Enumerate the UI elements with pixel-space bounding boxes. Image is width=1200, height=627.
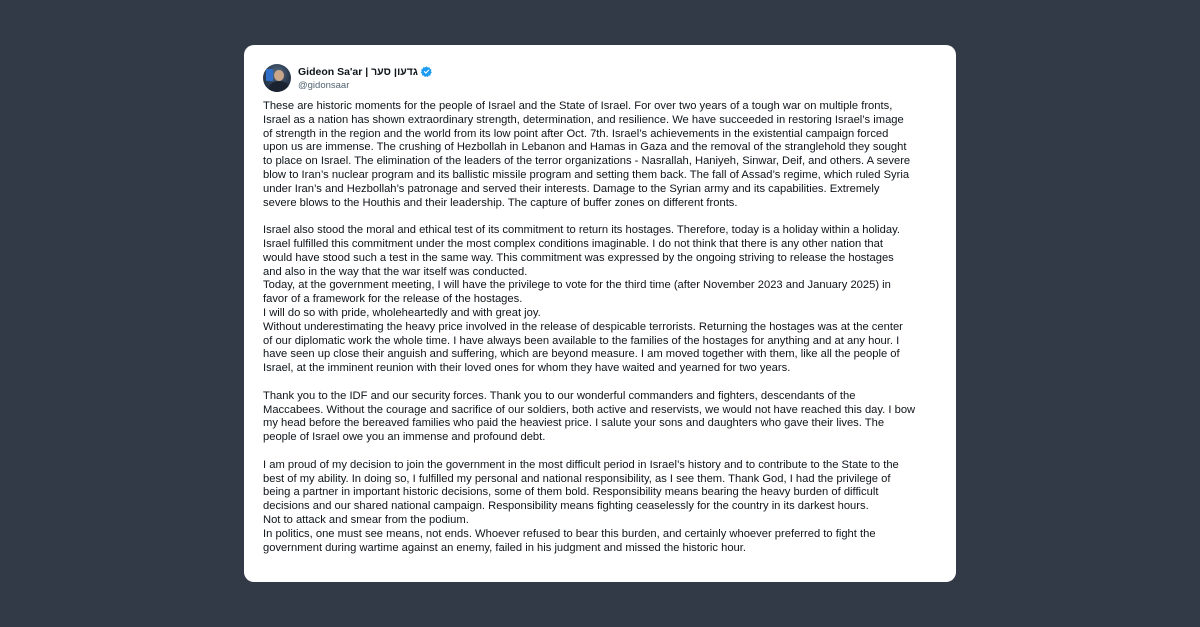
tweet-text-line: Without underestimating the heavy price involved in the release of despicable terrorists. Returning the hostages was at the center	[263, 320, 903, 333]
tweet-text	[263, 100, 943, 555]
tweet-text-line: blow to Iran’s nuclear program and its ballistic missile program and setting them back. The fall of Assad’s regime, which ruled Syria	[263, 168, 910, 181]
tweet-text-line: government during wartime against an enemy, failed in his judgment and missed the historic hour.	[263, 541, 746, 554]
tweet-text-line: favor of a framework for the release of the hostages.	[263, 293, 523, 306]
tweet-card	[244, 45, 956, 582]
tweet-text-line: Not to attack and smear from the podium.	[263, 513, 469, 526]
tweet-text-line: Israel fulfilled this commitment under the most complex conditions imaginable. I do not think that there is any other nation that	[263, 237, 883, 250]
tweet-text-line: to place on Israel. The elimination of the leaders of the terror organizations - Nasrallah, Haniyeh, Sinwar, Deif, and others. A severe	[263, 155, 911, 168]
tweet-paragraph	[263, 390, 943, 445]
author-display-name[interactable]: Gideon Sa'ar | גדעון סער	[298, 65, 418, 78]
tweet-paragraph	[263, 100, 943, 210]
tweet-text-line: Today, at the government meeting, I will have the privilege to vote for the third time (after November 2023 and January 2025) in	[263, 279, 891, 292]
avatar-suit-graphic	[269, 81, 289, 92]
tweet-text-line: Maccabees. Without the courage and sacrifice of our soldiers, both active and reservists, we would not have reached this day. I bow	[263, 403, 916, 416]
tweet-text-line: Thank you to the IDF and our security forces. Thank you to our wonderful commanders and fighters, descendants of the	[263, 389, 856, 402]
tweet-text-line: of our diplomatic work the whole time. I have always been available to the families of the hostages for anything and at any hour. I	[263, 334, 900, 347]
author-name-row	[298, 65, 432, 79]
tweet-text-line: These are historic moments for the people of Israel and the State of Israel. For over two years of a tough war on multiple fronts,	[263, 100, 893, 112]
avatar[interactable]	[263, 64, 291, 92]
tweet-text-line: have seen up close their anguish and suffering, which are beyond measure. I am moved together with them, like all the people of	[263, 348, 900, 361]
tweet-text-line: Israel as a nation has shown extraordinary strength, determination, and resilience. We have succeeded in restoring Israel’s image	[263, 113, 904, 126]
tweet-text-line: being a partner in important historic decisions, some of them bold. Responsibility means bearing the heavy burden of difficult	[263, 486, 879, 499]
tweet-text-line: under Iran’s and Hezbollah’s patronage and served their interests. Damage to the Syrian army and its capabilities. Extremely	[263, 182, 880, 195]
flag-graphic	[266, 69, 273, 81]
tweet-paragraph	[263, 459, 943, 556]
tweet-text-line: of strength in the region and the world from its low point after Oct. 7th. Israel’s achievements in the existential campaign forced	[263, 127, 889, 140]
tweet-text-line: Israel, at the imminent reunion with their loved ones for whom they have waited and yearned for two years.	[263, 362, 791, 375]
tweet-text-line: upon us are immense. The crushing of Hezbollah in Lebanon and Hamas in Gaza and the removal of the stranglehold they sought	[263, 141, 907, 154]
tweet-text-line: and also in the way that the war itself was conducted.	[263, 265, 528, 278]
tweet-header	[263, 64, 938, 92]
avatar-head-graphic	[274, 70, 284, 81]
tweet-text-line: people of Israel owe you an immense and profound debt.	[263, 431, 546, 444]
tweet-text-line: I will do so with pride, wholeheartedly and with great joy.	[263, 306, 541, 319]
tweet-text-line: would have stood such a test in the same way. This commitment was expressed by the ongoing striving to release the hostages	[263, 251, 894, 264]
tweet-text-line: my head before the bereaved families who paid the heaviest price. I salute your sons and daughters who gave their lives. The	[263, 417, 885, 430]
tweet-text-line: best of my ability. In doing so, I fulfilled my personal and national responsibility, as I see them. Thank God, I had the privilege of	[263, 472, 891, 485]
tweet-text-line: decisions and our shared national campaign. Responsibility means fighting ceaselessly for the country in its darkest hours.	[263, 500, 869, 513]
tweet-text-line: Israel also stood the moral and ethical test of its commitment to return its hostages. Therefore, today is a holiday within a holiday.	[263, 224, 900, 237]
tweet-text-line: severe blows to the Houthis and their leadership. The capture of buffer zones on different fronts.	[263, 196, 738, 209]
author-handle[interactable]: @gidonsaar	[298, 79, 350, 91]
tweet-text-line: In politics, one must see means, not ends. Whoever refused to bear this burden, and certainly whoever preferred to fight the	[263, 527, 876, 540]
tweet-paragraph	[263, 224, 943, 376]
verified-badge-icon	[421, 66, 432, 77]
tweet-text-line: I am proud of my decision to join the government in the most difficult period in Israel’s history and to contribute to the State to the	[263, 458, 899, 471]
author-block	[298, 65, 432, 92]
